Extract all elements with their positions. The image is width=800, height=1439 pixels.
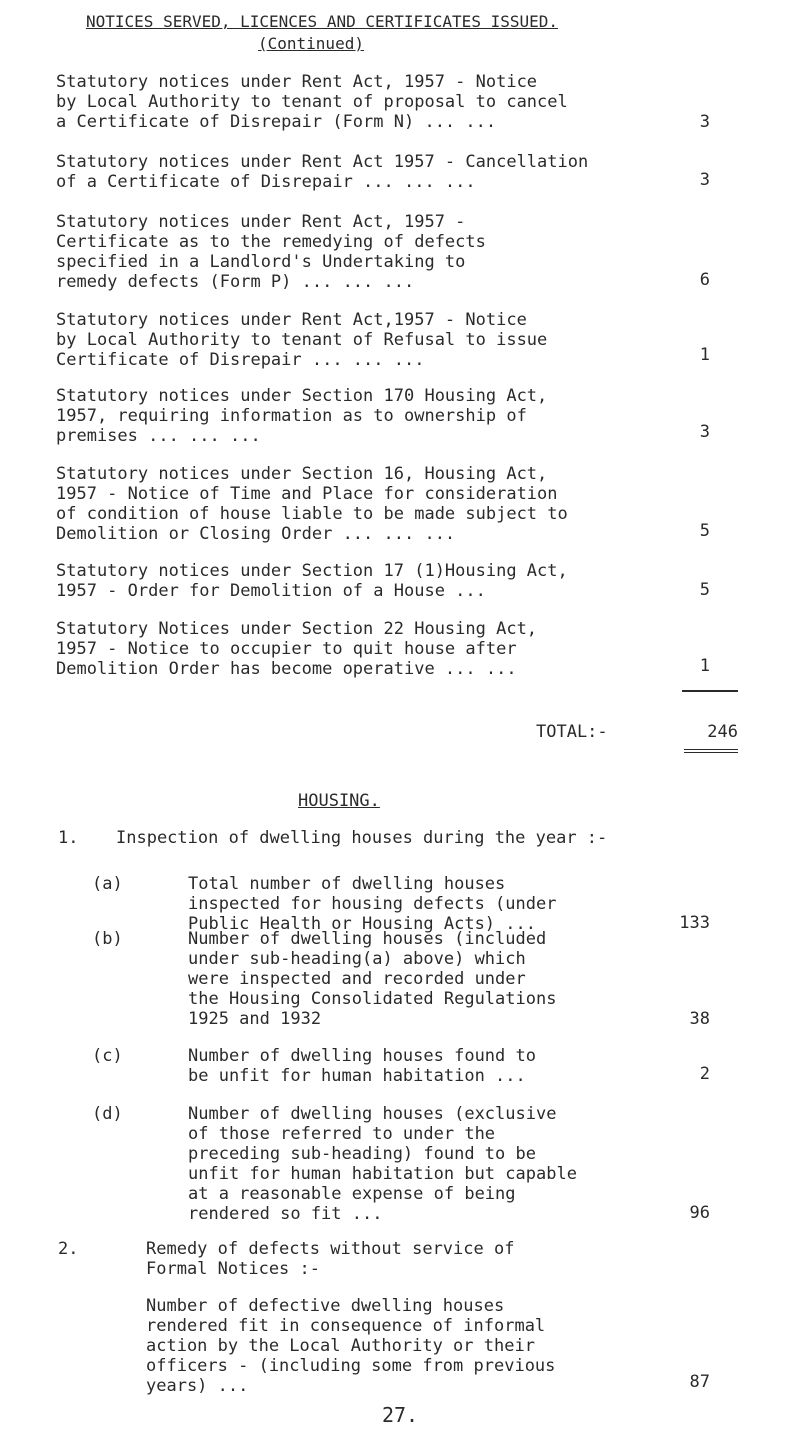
notice-count: 3 — [699, 170, 710, 190]
subitem-label: (a) — [92, 874, 123, 894]
notice-item — [56, 386, 676, 446]
notice-count: 5 — [699, 580, 710, 600]
item-text: Inspection of dwelling houses during the year :- — [116, 828, 608, 848]
notice-item — [56, 72, 676, 132]
subitem-text: Number of dwelling houses (exclusive of those referred to under the preceding sub-heading) found to be unfit for human habitation but capable at a reasonable expense of being rendered so fit ... — [188, 1104, 577, 1224]
subitem-count: 38 — [689, 1009, 710, 1029]
subitem-text: Number of dwelling houses (included under sub-heading(a) above) which were inspected and recorded under the Housing Consolidated Regulations 1925 and 1932 — [188, 929, 557, 1029]
notice-text: Statutory notices under Rent Act, 1957 - Notice by Local Authority to tenant of proposal to cancel a Certificate of Disrepair (Form N) ... ... — [56, 72, 568, 132]
item-count: 87 — [689, 1372, 710, 1392]
notice-count: 5 — [699, 521, 710, 541]
notice-item — [56, 152, 676, 192]
notice-text: Statutory notices under Rent Act, 1957 - Certificate as to the remedying of defects specified in a Landlord's Undertaking to remedy defects (Form P) ... ... ... — [56, 212, 486, 292]
notice-item — [56, 619, 676, 679]
subitem-text: Total number of dwelling houses inspected for housing defects (under Public Health or Housing Acts) ... — [188, 874, 557, 934]
total-rule — [682, 690, 738, 692]
notice-count: 3 — [699, 422, 710, 442]
item-number: 2. — [58, 1239, 79, 1259]
subitem-count: 96 — [689, 1203, 710, 1223]
total-label: TOTAL:- — [536, 722, 608, 742]
total-value: 246 — [707, 722, 738, 742]
notice-count: 6 — [699, 270, 710, 290]
subitem-label: (d) — [92, 1104, 123, 1124]
notice-text: Statutory notices under Section 16, Housing Act, 1957 - Notice of Time and Place for consideration of condition of house liable to be made subject to Demolition or Closing Order ... ... ... — [56, 464, 568, 544]
subitem-label: (b) — [92, 929, 123, 949]
notice-count: 1 — [699, 345, 710, 365]
item-detail: Number of defective dwelling houses rendered fit in consequence of informal action by the Local Authority or their officers - (including some from previous years) ... — [146, 1296, 556, 1396]
notice-text: Statutory notices under Rent Act,1957 - Notice by Local Authority to tenant of Refusal to issue Certificate of Disrepair ... ... ... — [56, 310, 548, 370]
notice-item — [56, 464, 676, 544]
notice-text: Statutory notices under Section 17 (1)Housing Act, 1957 - Order for Demolition of a House ... — [56, 561, 568, 601]
page-number: 27. — [381, 1403, 419, 1427]
housing-heading: HOUSING. — [298, 791, 380, 811]
item-number: 1. — [58, 828, 79, 848]
notice-item — [56, 212, 676, 292]
notice-text: Statutory Notices under Section 22 Housing Act, 1957 - Notice to occupier to quit house after Demolition Order has become operative ... ... — [56, 619, 538, 679]
subitem-count: 133 — [679, 913, 710, 933]
subitem-label: (c) — [92, 1046, 123, 1066]
notice-count: 3 — [699, 112, 710, 132]
notice-text: Statutory notices under Rent Act 1957 - Cancellation of a Certificate of Disrepair ... ... ... — [56, 152, 589, 192]
subitem-count: 2 — [699, 1064, 710, 1084]
item-text: Remedy of defects without service of Formal Notices :- — [146, 1239, 515, 1279]
subitem-text: Number of dwelling houses found to be unfit for human habitation ... — [188, 1046, 536, 1086]
page-subtitle: (Continued) — [258, 34, 364, 53]
notice-text: Statutory notices under Section 170 Housing Act, 1957, requiring information as to ownership of premises ... ... ... — [56, 386, 548, 446]
page-title: NOTICES SERVED, LICENCES AND CERTIFICATES ISSUED. — [86, 12, 559, 31]
notice-item — [56, 561, 676, 601]
notice-count: 1 — [699, 656, 710, 676]
total-double-rule — [684, 749, 738, 753]
notice-item — [56, 310, 676, 370]
